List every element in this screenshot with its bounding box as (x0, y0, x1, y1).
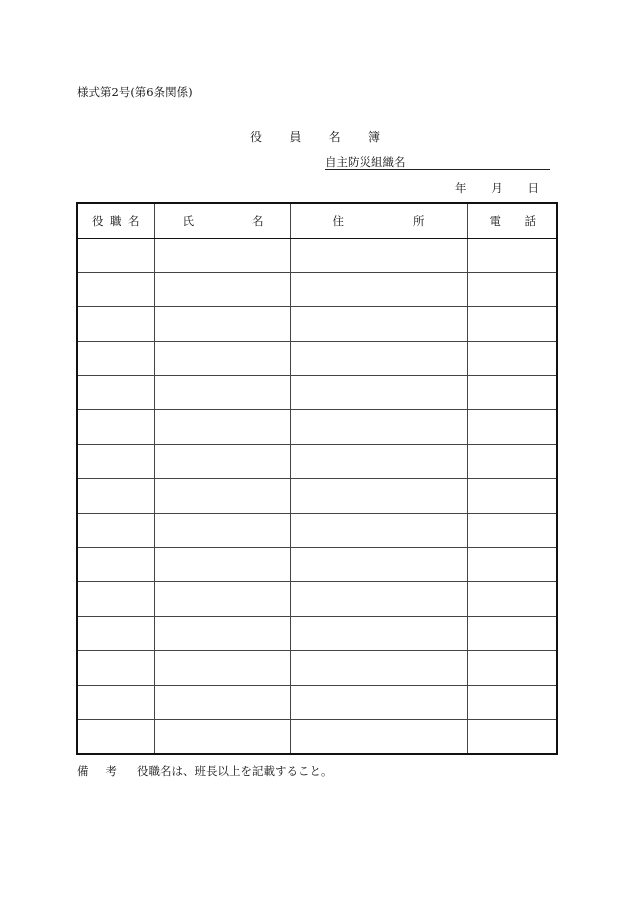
cell-phone[interactable] (467, 479, 557, 513)
column-header-position (77, 203, 154, 238)
cell-phone[interactable] (467, 272, 557, 306)
table-row (77, 341, 557, 375)
cell-name[interactable] (154, 582, 290, 616)
cell-name[interactable] (154, 444, 290, 478)
cell-name[interactable] (154, 479, 290, 513)
cell-phone[interactable] (467, 307, 557, 341)
header-char: 名 (252, 213, 264, 228)
cell-address[interactable] (290, 341, 467, 375)
officer-roster-table (76, 202, 558, 755)
cell-position[interactable] (77, 272, 154, 306)
cell-phone[interactable] (467, 238, 557, 272)
cell-address[interactable] (290, 651, 467, 685)
cell-name[interactable] (154, 410, 290, 444)
cell-address[interactable] (290, 410, 467, 444)
cell-name[interactable] (154, 513, 290, 547)
date-field[interactable] (455, 180, 539, 196)
cell-phone[interactable] (467, 376, 557, 410)
cell-address[interactable] (290, 616, 467, 650)
cell-position[interactable] (77, 582, 154, 616)
cell-name[interactable] (154, 238, 290, 272)
cell-address[interactable] (290, 548, 467, 582)
cell-phone[interactable] (467, 513, 557, 547)
cell-address[interactable] (290, 272, 467, 306)
cell-name[interactable] (154, 376, 290, 410)
cell-name[interactable] (154, 341, 290, 375)
column-header-address (290, 203, 467, 238)
table-row (77, 582, 557, 616)
cell-position[interactable] (77, 479, 154, 513)
cell-position[interactable] (77, 376, 154, 410)
cell-name[interactable] (154, 548, 290, 582)
cell-phone[interactable] (467, 341, 557, 375)
remarks (77, 763, 333, 779)
title-char: 員 (289, 130, 302, 144)
table-row (77, 307, 557, 341)
cell-phone[interactable] (467, 548, 557, 582)
header-char: 名 (128, 213, 140, 228)
title-char: 簿 (367, 130, 380, 144)
cell-address[interactable] (290, 685, 467, 719)
cell-address[interactable] (290, 719, 467, 753)
table-row (77, 616, 557, 650)
cell-address[interactable] (290, 238, 467, 272)
table-row (77, 444, 557, 478)
month-label: 月 (491, 181, 503, 195)
table-row (77, 719, 557, 753)
cell-phone[interactable] (467, 582, 557, 616)
cell-position[interactable] (77, 341, 154, 375)
cell-phone[interactable] (467, 719, 557, 753)
remarks-label (77, 763, 117, 779)
cell-position[interactable] (77, 616, 154, 650)
table-row (77, 651, 557, 685)
cell-position[interactable] (77, 685, 154, 719)
form-number: 様式第2号(第6条関係) (77, 85, 193, 99)
title-char: 名 (328, 130, 341, 144)
cell-phone[interactable] (467, 410, 557, 444)
remarks-label-char: 備 (77, 764, 89, 778)
table-row (77, 685, 557, 719)
remarks-label-char: 考 (105, 764, 117, 778)
cell-position[interactable] (77, 238, 154, 272)
cell-position[interactable] (77, 719, 154, 753)
cell-position[interactable] (77, 548, 154, 582)
table-row (77, 479, 557, 513)
column-header-phone (467, 203, 557, 238)
cell-name[interactable] (154, 651, 290, 685)
table-row (77, 548, 557, 582)
cell-name[interactable] (154, 307, 290, 341)
cell-name[interactable] (154, 272, 290, 306)
table-row (77, 410, 557, 444)
cell-phone[interactable] (467, 685, 557, 719)
cell-address[interactable] (290, 444, 467, 478)
cell-name[interactable] (154, 685, 290, 719)
table-row (77, 376, 557, 410)
cell-name[interactable] (154, 719, 290, 753)
cell-phone[interactable] (467, 651, 557, 685)
cell-phone[interactable] (467, 616, 557, 650)
cell-position[interactable] (77, 307, 154, 341)
document-title (250, 128, 380, 145)
cell-position[interactable] (77, 410, 154, 444)
cell-address[interactable] (290, 479, 467, 513)
cell-position[interactable] (77, 513, 154, 547)
cell-address[interactable] (290, 376, 467, 410)
column-header-name (154, 203, 290, 238)
cell-address[interactable] (290, 582, 467, 616)
header-char: 氏 (182, 213, 194, 228)
cell-address[interactable] (290, 307, 467, 341)
header-char: 話 (524, 213, 536, 228)
table-row (77, 513, 557, 547)
table-row (77, 272, 557, 306)
table-row (77, 238, 557, 272)
organization-name-label: 自主防災組織名 (325, 155, 406, 169)
header-char: 役 (92, 213, 104, 228)
header-char: 電 (489, 213, 501, 228)
header-char: 職 (110, 213, 122, 228)
cell-name[interactable] (154, 616, 290, 650)
cell-phone[interactable] (467, 444, 557, 478)
header-char: 住 (332, 213, 344, 228)
year-label: 年 (455, 181, 467, 195)
cell-position[interactable] (77, 651, 154, 685)
remarks-text: 役職名は、班長以上を記載すること。 (137, 764, 333, 778)
table-header-row (77, 203, 557, 238)
cell-address[interactable] (290, 513, 467, 547)
organization-name-field[interactable] (325, 155, 550, 170)
cell-position[interactable] (77, 444, 154, 478)
day-label: 日 (527, 181, 539, 195)
header-char: 所 (413, 213, 425, 228)
title-char: 役 (250, 130, 263, 144)
